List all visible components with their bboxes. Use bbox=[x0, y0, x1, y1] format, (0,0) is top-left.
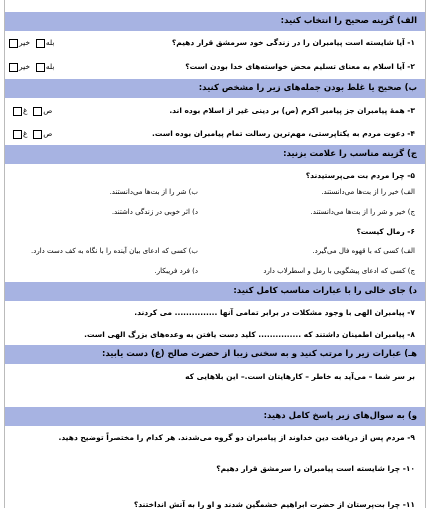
q3-true-label: ص bbox=[43, 106, 53, 115]
q5-option-b[interactable]: ب) شر را از بت‌ها می‌دانستند. bbox=[109, 188, 198, 196]
section-d-header: د) جای خالی را با عبارات مناسب کامل کنید: bbox=[5, 282, 425, 301]
question-6: ۶- رمال کیست؟ bbox=[356, 227, 415, 236]
q6-option-b[interactable]: ب) کسی که ادعای بیان آینده را با نگاه به کف دست دارد. bbox=[31, 247, 198, 255]
question-11: ۱۱- چرا بت‌پرستان از حضرت ابراهیم خشمگین شدند و او را به آتش انداختند؟ bbox=[133, 500, 415, 509]
question-3: ۳- همهٔ پیامبران جز پیامبر اکرم (ص) بر دینی غیر از اسلام بوده اند. bbox=[169, 106, 415, 115]
q4-false-label: غ bbox=[23, 129, 28, 138]
q2-options bbox=[8, 61, 54, 73]
question-1: ۱- آیا شایسته است پیامبران را در زندگی خود سرمشق قرار دهیم؟ bbox=[171, 38, 415, 47]
page-border-right bbox=[425, 0, 426, 508]
q1-no-checkbox[interactable] bbox=[9, 39, 18, 48]
q3-true-checkbox[interactable] bbox=[33, 107, 42, 116]
q5-option-a[interactable]: الف) خیر را از بت‌ها می‌دانستند. bbox=[321, 188, 415, 196]
question-4: ۴- دعوت مردم به یکتاپرستی، مهم‌ترین رسالت تمام پیامبران بوده است. bbox=[152, 129, 415, 138]
question-7: ۷- پیامبران الهی با وجود مشکلات در برابر تمامی آنها ............... می کردند. bbox=[134, 308, 415, 317]
q3-false-label: غ bbox=[23, 106, 28, 115]
q6-option-d[interactable]: د) فرد فریبکار. bbox=[154, 267, 198, 275]
q4-options bbox=[12, 128, 52, 140]
section-f-header: و) به سوال‌های زیر پاسخ کامل دهید: bbox=[5, 407, 425, 426]
q1-no-label: خیر bbox=[19, 38, 31, 47]
section-c-header: ج) گزینه مناسب را علامت بزنید: bbox=[5, 145, 425, 164]
section-a-header: الف) گزینه صحیح را انتخاب کنید: bbox=[5, 12, 425, 31]
q2-yes-label: بله bbox=[45, 62, 55, 71]
q4-false-checkbox[interactable] bbox=[13, 130, 22, 139]
question-8: ۸- پیامبران اطمینان داشتند که ............... کلید دست یافتن به وعده‌های بزرگ الهی است. bbox=[84, 330, 415, 339]
q5-option-c[interactable]: ج) خیر و شر را از بت‌ها می‌دانستند. bbox=[310, 208, 415, 216]
q3-options bbox=[12, 105, 52, 117]
question-9: ۹- مردم پس از دریافت دین خداوند از پیامبران دو گروه می‌شدند. هر کدام را مختصراً توضیح دهید. bbox=[58, 433, 415, 442]
section-b-header: ب) صحیح یا غلط بودن جمله‌های زیر را مشخص کنید: bbox=[5, 79, 425, 98]
q4-true-label: ص bbox=[43, 129, 53, 138]
q4-true-checkbox[interactable] bbox=[33, 130, 42, 139]
q2-no-label: خیر bbox=[19, 62, 31, 71]
page-border-left bbox=[4, 0, 5, 508]
question-10: ۱۰- چرا شایسته است پیامبران را سرمشق قرار دهیم؟ bbox=[216, 464, 415, 473]
q3-false-checkbox[interactable] bbox=[13, 107, 22, 116]
question-2: ۲- آیا اسلام به معنای تسلیم محض خواسته‌های خدا بودن است؟ bbox=[185, 62, 415, 71]
q1-yes-checkbox[interactable] bbox=[36, 39, 45, 48]
q5-option-d[interactable]: د) اثر خوبی در زندگی داشتند. bbox=[111, 208, 198, 216]
q1-options bbox=[8, 37, 54, 49]
question-5: ۵- چرا مردم بت می‌پرستیدند؟ bbox=[305, 171, 415, 180]
ordering-phrases: بر سر شما – می‌آید به خاطر – کارهایتان است.– این بلاهایی که bbox=[185, 372, 415, 381]
q2-no-checkbox[interactable] bbox=[9, 63, 18, 72]
q1-yes-label: بله bbox=[45, 38, 55, 47]
q6-option-a[interactable]: الف) کسی که با قهوه فال می‌گیرد. bbox=[312, 247, 415, 255]
section-e-header: هـ) عبارات زیر را مرتب کنید و به سخنی زیبا از حضرت صالح (ع) دست یابید: bbox=[5, 345, 425, 364]
q2-yes-checkbox[interactable] bbox=[36, 63, 45, 72]
q6-option-c[interactable]: ج) کسی که ادعای پیشگویی با رمل و اسطرلاب دارد bbox=[263, 267, 415, 275]
